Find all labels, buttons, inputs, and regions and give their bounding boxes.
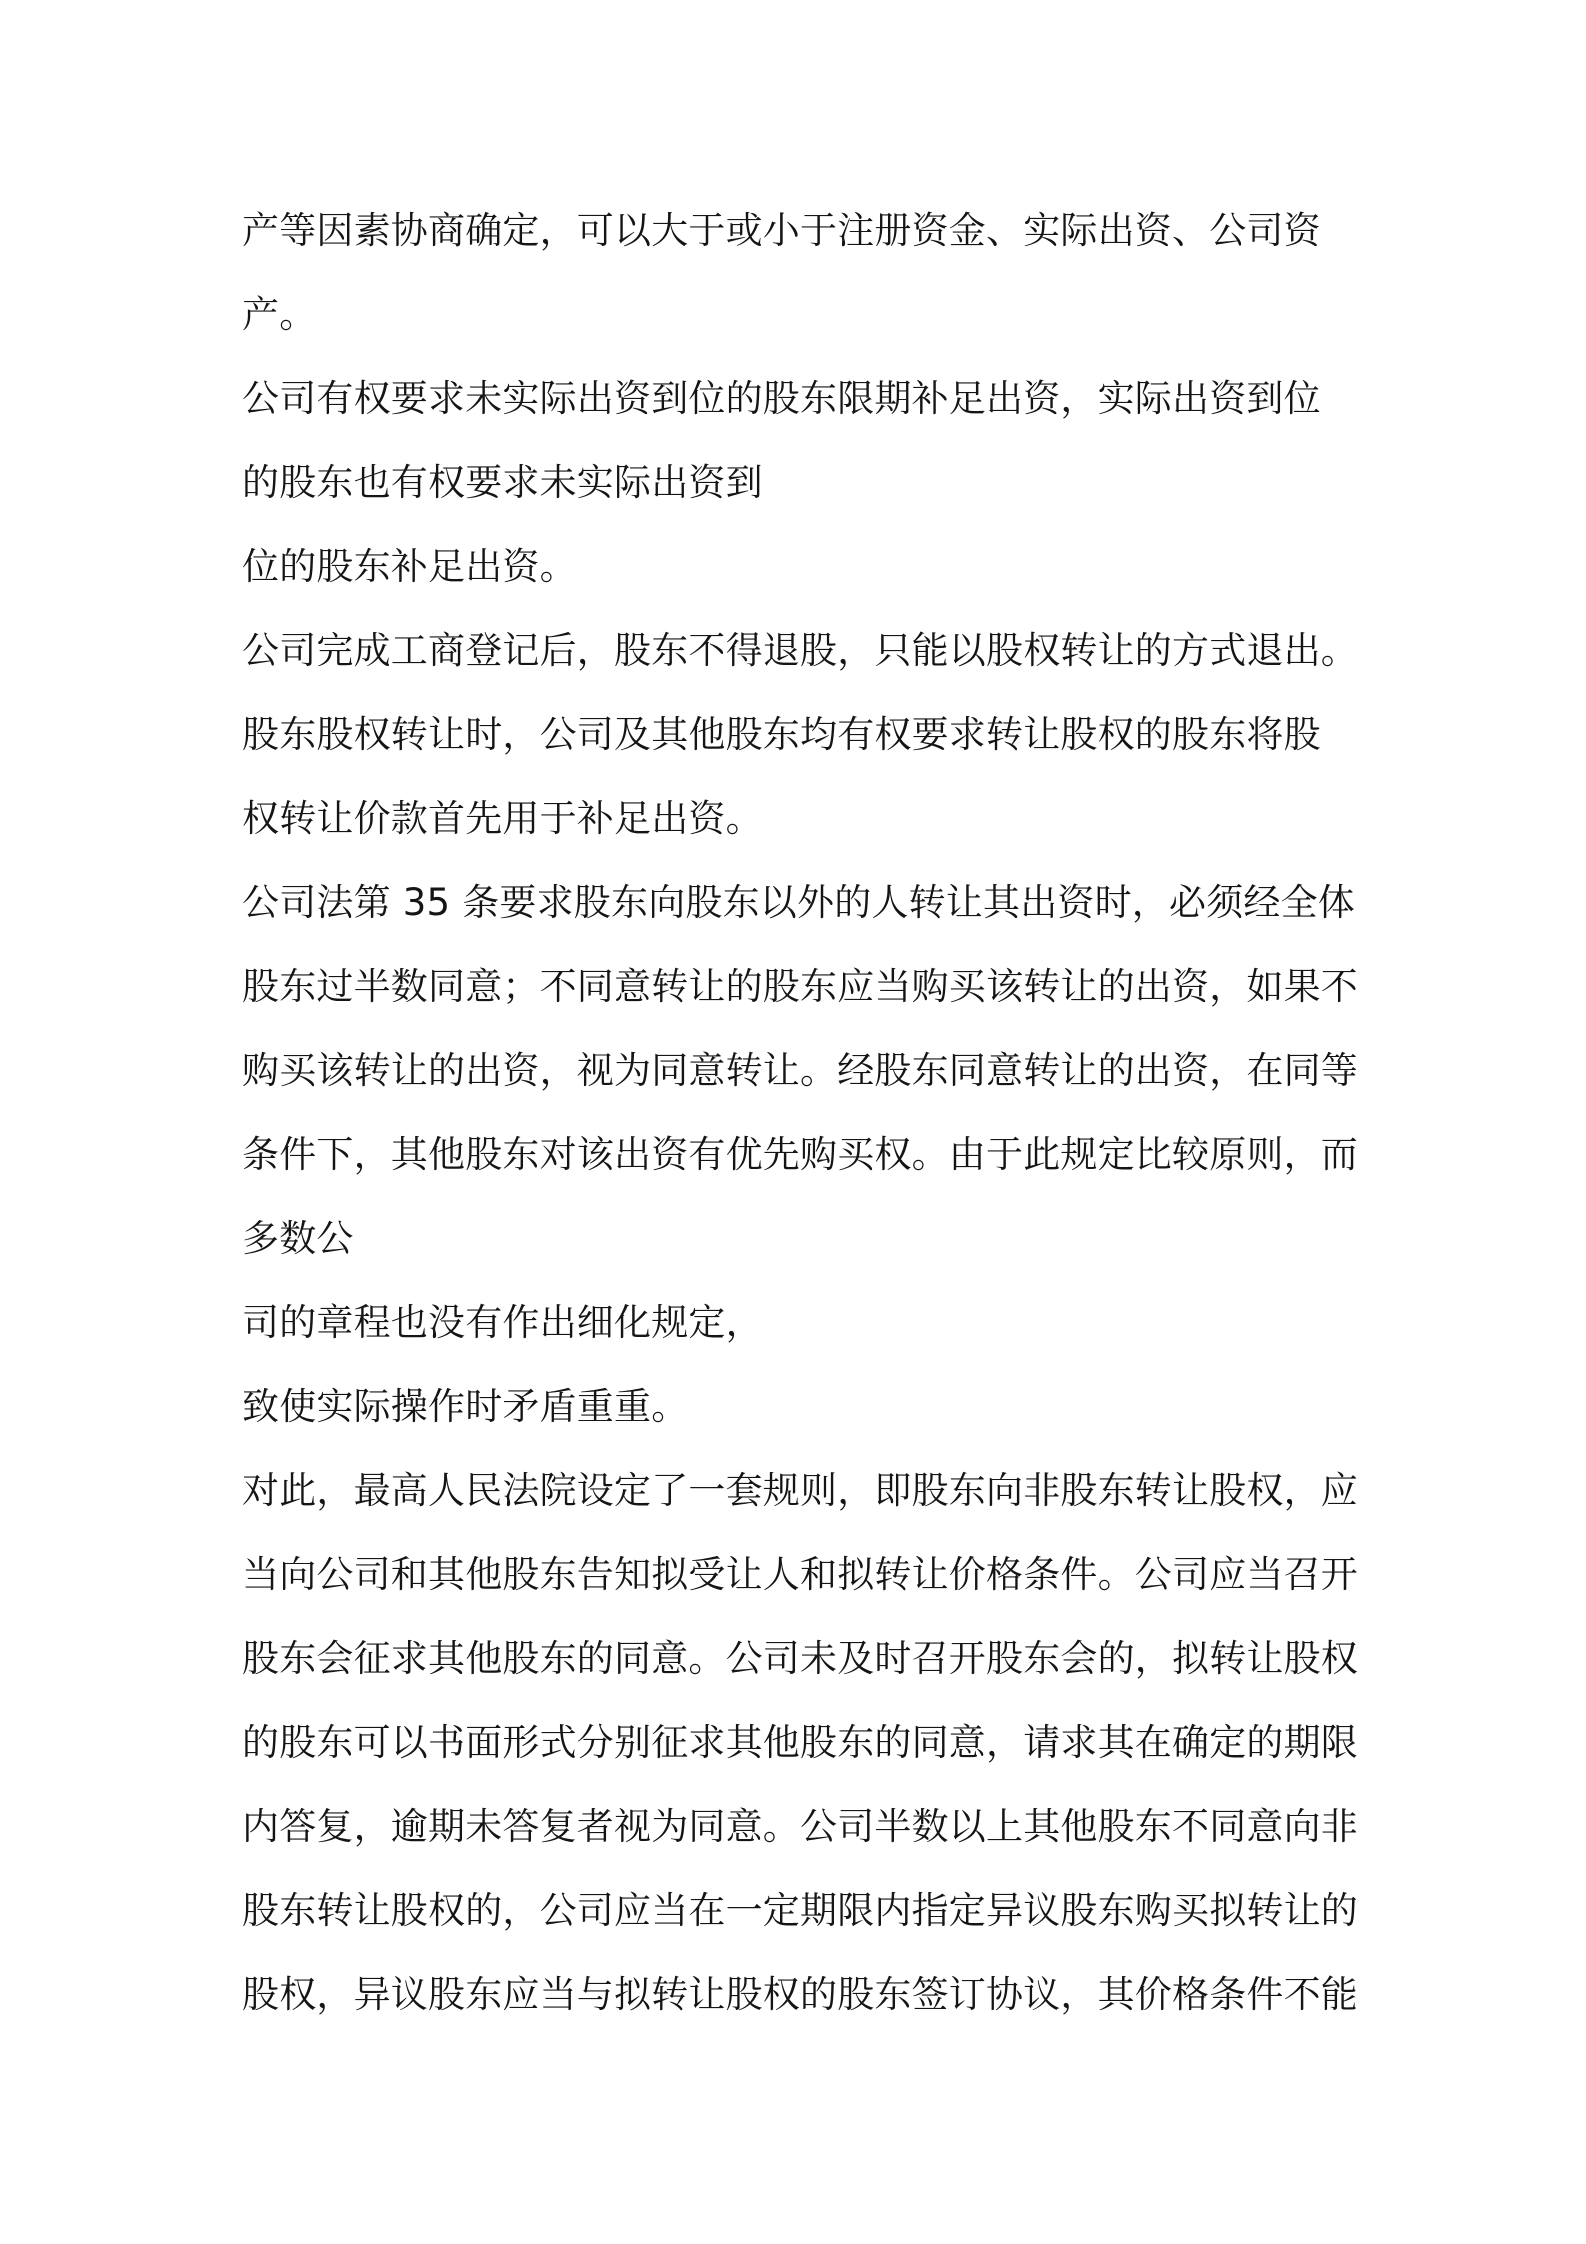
document-body: [242, 195, 1362, 2043]
text-line: 当向公司和其他股东告知拟受让人和拟转让价格条件。公司应当召开: [242, 1553, 1358, 1596]
text-line: 股东转让股权的，公司应当在一定期限内指定异议股东购买拟转让的: [242, 1889, 1358, 1932]
text-line: 司的章程也没有作出细化规定，: [242, 1301, 763, 1344]
text-line: 位的股东补足出资。: [242, 545, 577, 588]
text-line: 权转让价款首先用于补足出资。: [242, 797, 763, 840]
text-line: 的股东可以书面形式分别征求其他股东的同意，请求其在确定的期限: [242, 1721, 1358, 1764]
text-line: 股权，异议股东应当与拟转让股权的股东签订协议，其价格条件不能: [242, 1973, 1358, 2016]
text-line: 条件下，其他股东对该出资有优先购买权。由于此规定比较原则，而: [242, 1133, 1358, 1176]
text-line: 购买该转让的出资，视为同意转让。经股东同意转让的出资，在同等: [242, 1049, 1358, 1092]
text-line: 公司有权要求未实际出资到位的股东限期补足出资，实际出资到位: [242, 377, 1321, 420]
text-line: 内答复，逾期未答复者视为同意。公司半数以上其他股东不同意向非: [242, 1805, 1358, 1848]
text-line: 股东股权转让时，公司及其他股东均有权要求转让股权的股东将股: [242, 713, 1321, 756]
text-line: 对此，最高人民法院设定了一套规则，即股东向非股东转让股权，应: [242, 1469, 1358, 1512]
text-line: 股东过半数同意；不同意转让的股东应当购买该转让的出资，如果不: [242, 965, 1358, 1008]
text-line: 产。: [242, 293, 317, 336]
text-line: 产等因素协商确定，可以大于或小于注册资金、实际出资、公司资: [242, 209, 1321, 252]
text-line: 公司法第 35 条要求股东向股东以外的人转让其出资时，必须经全体: [242, 881, 1356, 924]
text-line: 致使实际操作时矛盾重重。: [242, 1385, 689, 1428]
text-line: 多数公: [242, 1217, 354, 1260]
text-line: 的股东也有权要求未实际出资到: [242, 461, 763, 504]
text-line: 公司完成工商登记后，股东不得退股，只能以股权转让的方式退出。: [242, 629, 1358, 672]
text-line: 股东会征求其他股东的同意。公司未及时召开股东会的，拟转让股权: [242, 1637, 1358, 1680]
